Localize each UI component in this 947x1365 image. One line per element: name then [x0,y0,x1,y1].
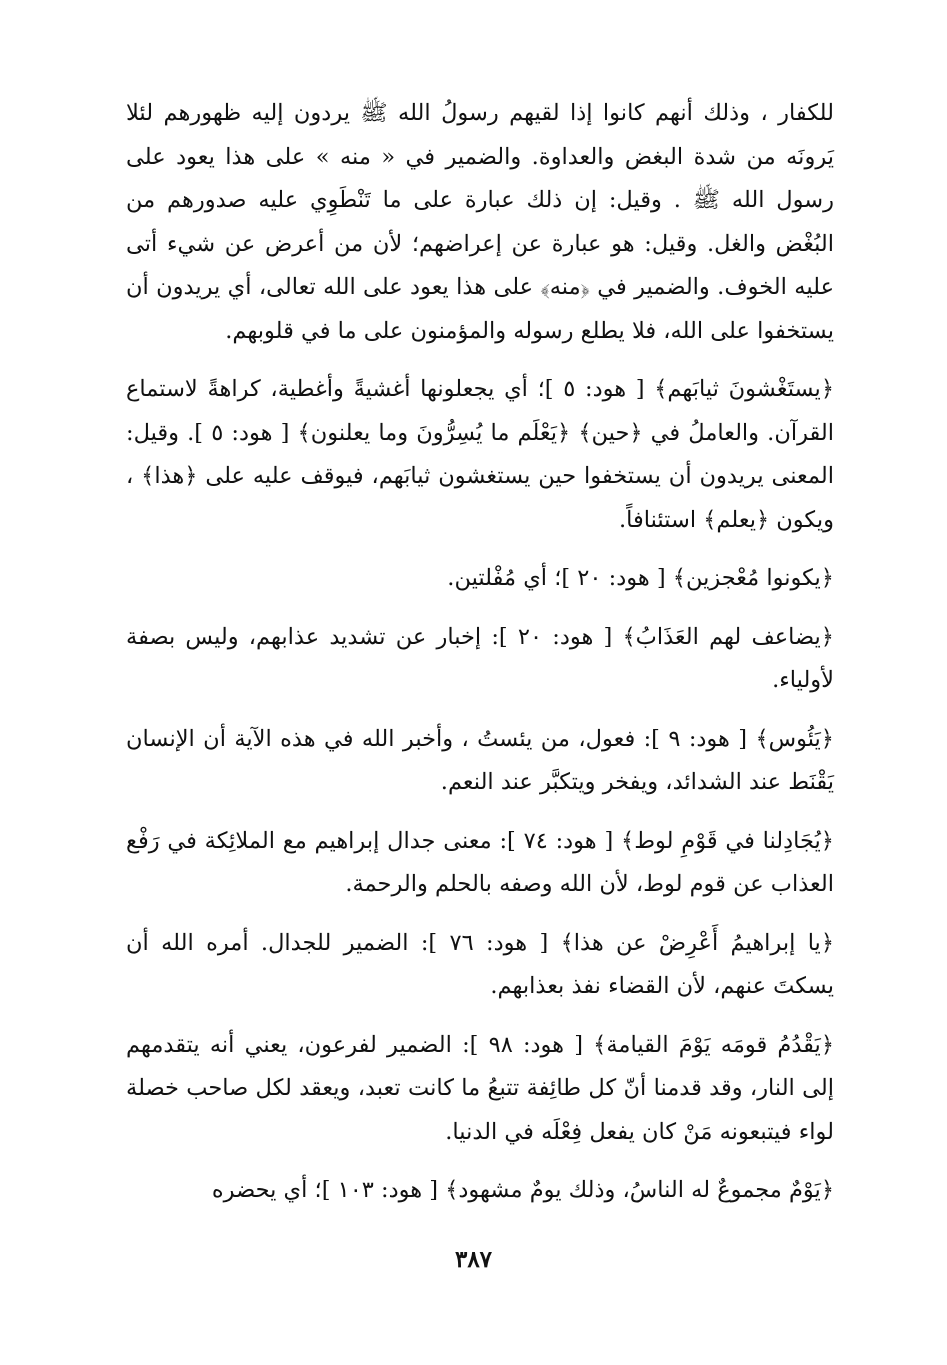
paragraph-1: للكفار ، وذلك أنهم كانوا إذا لقيهم رسولُ الله ﷺ يردون إليه ظهورهم لئلا يَرونَه من شدة البغض والعداوة. والضمير في « منه » على هذا يعود على رسول الله ﷺ . وقيل: إن ذلك عبارة على ما تَنْطَوِي عليه صدورهم من البُغْض والغل. وقيل: هو عبارة عن إعراضهم؛ لأن من أعرض عن شيء أتى عليه الخوف. والضمير في ﴿منه﴾ على هذا يعود على الله تعالى، أي يريدون أن يستخفوا على الله، فلا يطلع رسوله والمؤمنون على ما في قلوبهم. [126,100,834,344]
paragraph-8: ﴿يَقْدُمُ قومَه يَوْمَ القيامة﴾ [ هود: ٩٨ ]: الضمير لفرعون، يعني أنه يتقدمهم إلى النار، وقد قدمنا أنّ كل طائِفة تتبعُ ما كانت تعبد، ويعقد لكل صاحب خصلة لواء فيتبعونه مَنْ كان يفعل فِعْلَه في الدنيا. [126,1031,835,1145]
paragraph-5: ﴿يَئُوس﴾ [ هود: ٩ ]: فعول، من يئستُ ، وأخبر الله في هذه الآية أن الإنسان يَقْنَط عند الشدائد، ويفخر ويتكبَّر عند النعم. [126,725,834,795]
page-body [126,92,834,1213]
paragraph-4: ﴿يضاعف لهم العَذَابُ﴾ [ هود: ٢٠ ]: إخبار عن تشديد عذابهم، وليس بصفة لأولياء. [126,623,834,693]
paragraph-2: ﴿يستَغْشونَ ثيابَهم﴾ [ هود: ٥ ]؛ أي يجعلونها أغشيةً وأغطية، كراهةً لاستماع القرآن. والعاملُ في ﴿حين﴾ ﴿يَعْلَم ما يُسِرُّونَ وما يعلنون﴾ [ هود: ٥ ]. وقيل: المعنى يريدون أن يستخفوا حين يستغشون ثيابَهم، فيوقف عليه على ﴿هذا﴾ ، ويكون ﴿يعلم﴾ استئنافاً. [126,376,834,533]
paragraph-9: ﴿يَوْمٌ مجموعٌ له الناسُ، وذلك يومٌ مشهود﴾ [ هود: ١٠٣ ]؛ أي يحضره [211,1177,834,1203]
paragraph-7: ﴿يا إبراهيمُ أَعْرِضْ عن هذا﴾ [ هود: ٧٦ ]: الضمير للجدال. أمره الله أن يسكتَ عنهم، لأن القضاء نفذ بعذابهم. [126,929,834,999]
paragraph-3: ﴿يكونوا مُعْجزين﴾ [ هود: ٢٠ ]؛ أي مُفْلتين. [447,565,834,591]
paragraph-6: ﴿يُجَادِلنا في قَوْمِ لوط﴾ [ هود: ٧٤ ]: معنى جدال إبراهيم مع الملائِكة في رَفْع العذاب عن قوم لوط، لأن الله وصفه بالحلم والرحمة. [126,827,834,897]
page-number: ٣٨٧ [454,1246,493,1273]
